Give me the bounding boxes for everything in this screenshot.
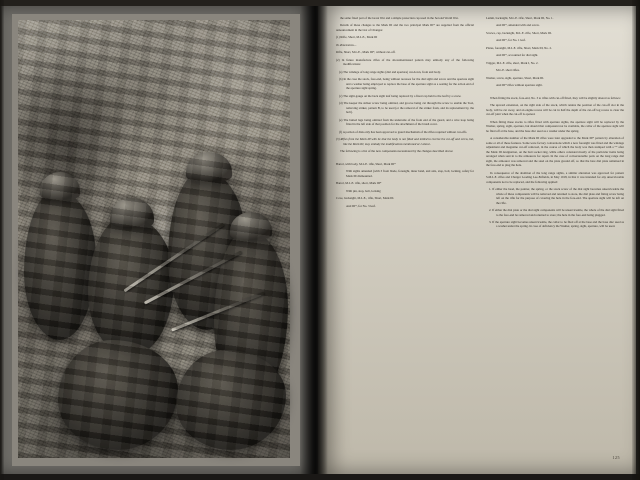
paragraph: (d) The keeper the striker screw being omitted, and groove being cut through the screw to enable the Tool, removing striker, pattern B, to be used (or the removal of the striker from, and its replacement by, the bolt). (339, 101, 474, 115)
paragraph: In consequence of the abolition of the long range sights, a similar alteration was approved for pattern S.M.L.E. rifles and Charger Loading Lee-Enfields, in May 1918, in that it was intended for any unserviceable components not to be replaced, and the following applied: (486, 170, 624, 184)
helmet-icon (230, 212, 272, 240)
trench-photograph (18, 20, 290, 458)
paragraph: (f) A portion of disk only has been approved to guard mechanism of the rifles required without cut-offs. (339, 129, 468, 134)
rifle-icon (144, 250, 243, 304)
left-text-column (336, 16, 474, 456)
paragraph: 3. If the aperture sight becomes unserviceable, the collar to be filed off at the base and the base disc used as a washer under the spring. In case of deficiency the Washer, spring, sight, aperture, will be used. (489, 219, 624, 229)
soldier-figure (58, 340, 178, 450)
component-name: Cove, backsight, M.L.E., rifle, Short, Mark III. (336, 196, 395, 201)
component-name: Screws, cap, backsight, M.L.E. rifle, Short, Mark III. (486, 30, 552, 35)
soldier-figure (24, 190, 96, 340)
right-page-text (318, 6, 636, 474)
paragraph: A considerable number of the Mark III rifles were later upgraded to the Mark III* pattern by alteration of some or all of these features. Some were factory conversions which a new foresight was fitted and the windage adjustment and magazine cut-off removed, in the course of which the body was then stamped with a '*' after the Mark III designation, on the butt socket ring, while others consisted mostly of the particular items being arranged when sent in to the armourers for repair. In the case of conversionable parts on the long range dial sight, the armourer was removed and the steel on the plate ground off, so that the bare dial plate remained in the fore-end to plug the hole. (486, 136, 624, 168)
paragraph: When fitting the stock, fore-end, No. 3 to rifles with cut-off fitted, they will be slightly altered as follows: (490, 95, 621, 100)
page-number: 125 (612, 455, 620, 460)
paragraph: 2. If either the dial plate or the dial sight components will be unserviceable, the whole of the dial sight fitted to the fore-end be removed and returned to store; the hole in the fore-end being plugged. (489, 208, 624, 217)
component-note: And III*, for No. 3 leaf. (346, 203, 376, 208)
component-note: M.L.E. short rifles. (496, 68, 520, 73)
paragraph: (e) The butted lugs being omitted from the underside of the front end of the guard, and a wire loop being fitted in the left side of that position for the attachment of the brush cover. (339, 117, 474, 127)
component-note: With sights amended (with 3 front blade, foresight, inner band, and axis, stop, bolt, locking, safety for Mark III dismounted. (346, 169, 474, 178)
helmet-icon (40, 172, 80, 200)
left-page-plate (2, 4, 316, 476)
component-name: Washer, screw, sight, aperture, Short, Mark III. (486, 75, 545, 80)
right-text-column (486, 16, 624, 456)
helmet-icon (110, 198, 154, 228)
component-name: Plates, foresight, M.L.E. rifle, Short, Mark III, No. 2. (486, 45, 552, 50)
component-note: With pin, stop, bolt, locking (346, 188, 381, 193)
component-name: Barrel, with body, M.L.E. rifle, Short, Mark III* (336, 161, 396, 166)
background-left (0, 0, 4, 480)
soldier-figure (88, 216, 174, 356)
background-top (0, 0, 640, 6)
paragraph: The following is a list of the new components necessitated by the changes described above: (340, 149, 454, 154)
paragraph: Rifle, Short, M.L.E., Mark III*, without cut-off. (336, 50, 396, 55)
background-bottom (0, 474, 640, 480)
paragraph: When fitting these stocks to rifles fitted with aperture sights, the aperture sight will be replaced by the Washer, spring, sight, aperture, but should that component not be available, the collar of the aperture sight will be filed off at the base, and the base disc used as a washer under the spring. (486, 119, 624, 133)
paragraph: (a) The windage of long range sights (dial and aperture) cut-down, front and body. (339, 69, 441, 74)
paragraph: To dimensions— (336, 42, 357, 47)
paragraph: (c) The sight-gauge on the back sight leaf being replaced by a fixed cap held to the leaf by a screw. (339, 93, 462, 98)
paragraph: (3) Rifles from the Mark III with be that the body is not fitted and milled to receive the cut-off and screw, but, like the Mark III, may embody the modifications mentioned at 1 above. (336, 137, 474, 146)
helmet-icon (186, 152, 232, 182)
paragraph: the same fixed part of the Great War and a simple protection cap used in the Second World War. (340, 16, 459, 20)
paragraph: (2) In future manufacture rifles of the abovementioned pattern may embody any of the following modifications: (336, 57, 474, 67)
component-note: And III*, accounted for dial sight. (496, 53, 539, 58)
paragraph: The upward extension, on the right side of the stock, which retains the position of the cut-off slot in the body, will be cut away, and an engine recess will be cut in half the depth of the cut-off log recess to clear the cut-off joint when the cut-off is opened. (486, 103, 624, 117)
component-name: Trigger, M.L.E. rifle, short, Mark I, No. 2. (486, 60, 539, 65)
soldier-figure (168, 170, 246, 330)
paragraph: Details of these changes to the Mark III and the two principal Mark III* are supplied from the official announcement in the List of Changes: (336, 23, 474, 32)
text-columns (336, 16, 624, 456)
plate-frame (12, 14, 300, 466)
component-note: And III*, amended with and screw. (496, 23, 540, 28)
rifle-icon (123, 223, 224, 293)
paragraph: (1) Rifle, Short, M.L.E., Mark III (336, 35, 378, 40)
component-name: Barrel, M.L.E. rifle, short, Mark III* (336, 181, 382, 186)
component-note: And III* rifles without aperture sight. (496, 83, 543, 88)
soldier-figure (176, 350, 286, 450)
soldier-figure (214, 230, 288, 400)
paragraph: (b) In the case the stock, fore-end, being without recesses for the dial sight and screw and the aperture sight and a washer being employed to replace the base of the aperture sight as a seating for the action end of the aperture sight spring. (339, 77, 474, 91)
rifle-icon (171, 291, 265, 331)
component-note: And III*, for No. 1 leaf. (496, 38, 526, 43)
background-right (632, 0, 640, 480)
component-name: Lamm, backsight, M.L.E. rifle, Short, Mark III, No. 1. (486, 16, 554, 20)
paragraph: 1. If either the bead, the pointer, the spring, or the stock screw of the dial sight becomes unserviceable the whole of these components will be removed and returned to store, the dial plate and fixing screw being left on the rifle for the purpose of covering the hole in the fore-end. The aperture sight will be left on the rifle. (489, 187, 624, 205)
